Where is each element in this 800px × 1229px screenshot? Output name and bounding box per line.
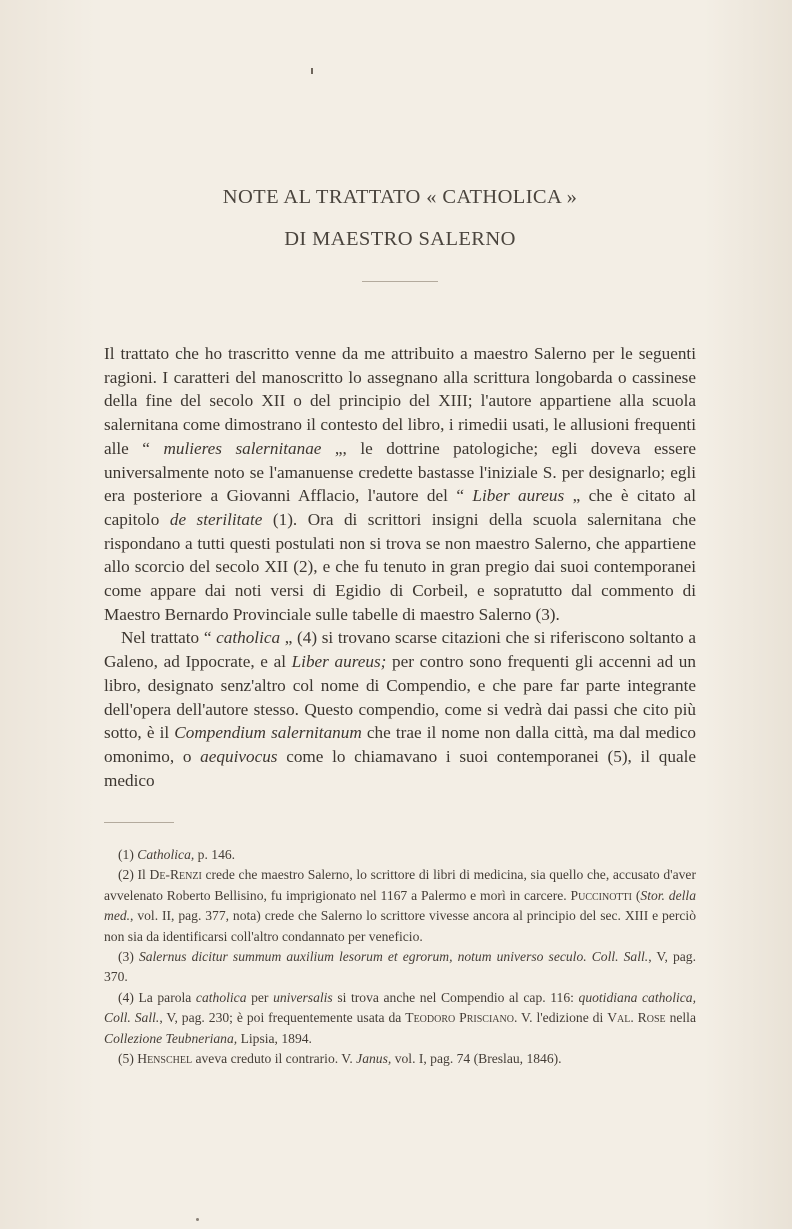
italic-run: Liber aureus; (291, 652, 387, 672)
italic-run: Stor. della med. (104, 887, 696, 924)
footnote-divider (104, 822, 174, 823)
text-run: Nel trattato “ (121, 628, 217, 648)
text-run: Il trattato che ho trascritto venne da me attribuito a maestro Salerno per le seguenti ragioni. I caratteri del manoscritto lo assegnano alla scrittura longobarda o cassinese della fine del secolo XII o del principio del XIII; l'autore appartiene alla scuola salernitana come dimostrano il contesto del libro, i rimedii usati, le allusioni frequenti alle “ (104, 344, 696, 458)
text-run: ( (631, 887, 641, 903)
text-run: (3) (118, 949, 139, 965)
italic-run: quotidiana catholica, Coll. Sall. (104, 989, 696, 1026)
text-run: , V, pag. 230; è poi frequentemente usata da (159, 1010, 406, 1026)
italic-run: Salernus dicitur summum auxilium lesorum et egrorum, notum universo seculo. Coll. Sall. (138, 949, 649, 965)
title-divider (362, 281, 438, 282)
text-run: per (246, 989, 274, 1005)
text-run: come lo chiamavano i suoi contemporanei (5), il quale medico (104, 746, 696, 790)
text-run: . V. l'edizione di (513, 1010, 608, 1026)
italic-run: mulieres salernitanae (163, 438, 322, 458)
text-run: (1) (118, 847, 138, 862)
footnotes (104, 845, 696, 1069)
author-name: Puccinotti (570, 887, 632, 903)
footnote-5 (104, 1049, 696, 1069)
italic-run: Collezione Teubneriana, (104, 1030, 238, 1046)
italic-run: catholica (195, 989, 247, 1005)
page-edge (792, 0, 800, 1229)
text-run: (1). Ora di scrittori insigni della scuola salernitana che rispondano a tutti questi postulati non si trova se non maestro Salerno, che appartiene allo scorcio del secolo XII (2), e che fu tenuto in gran pregio dai suoi contemporanei come appare dai noti versi di Egidio di Corbeil, e sopratutto dal commento di Maestro Bernardo Provinciale sulle tabelle di maestro Salerno (3). (104, 509, 696, 624)
author-name: Teodoro Prisciano (405, 1010, 514, 1026)
italic-run: Janus, (356, 1051, 392, 1067)
text-run: , vol. II, pag. 377, nota) crede che Salerno lo scrittore vivesse ancora al principio del sec. XIII e perciò non sia da identificarsi coll'altro condannato per veneficio. (104, 908, 696, 944)
author-name: De-Renzi (149, 867, 202, 883)
text-run: , V, pag. 370. (104, 949, 696, 985)
text-run: „, le dottrine patologiche; egli doveva essere universalmente noto se l'amanuense credette bastasse l'iniziale S. per designarlo; egli era posteriore a Giovanni Afflacio, l'autore del “ (104, 438, 697, 506)
text-run: Lipsia, 1894. (237, 1030, 312, 1046)
italic-run: Catholica, (137, 847, 195, 862)
text-run: (5) (118, 1051, 138, 1067)
page-title: NOTE AL TRATTATO « CATHOLICA » (222, 186, 578, 208)
text-run: aveva creduto il contrario. V. (192, 1051, 357, 1067)
text-run: nella (665, 1010, 696, 1026)
text-run: vol. I, pag. 74 (Breslau, 1846). (391, 1051, 562, 1067)
text-run: „ (4) si trovano scarse citazioni che si riferiscono soltanto a Galeno, ad Ippocrate, e al (104, 628, 696, 672)
text-run: (4) La parola (118, 989, 196, 1005)
text-run: „ che è citato al capitolo (104, 486, 696, 529)
main-text (104, 342, 696, 792)
italic-run: Compendium salernitanum (174, 723, 362, 743)
text-run: (2) Il (118, 867, 150, 883)
italic-run: catholica (216, 628, 281, 648)
italic-run: aequivocus (200, 746, 278, 766)
footnote-3 (104, 947, 696, 988)
italic-run: universalis (273, 989, 333, 1005)
footnote-2 (104, 865, 696, 947)
author-name: Val. Rose (607, 1010, 666, 1026)
text-run: p. 146. (194, 847, 236, 862)
author-name: Henschel (137, 1051, 193, 1067)
print-mark (311, 68, 313, 74)
text-run: si trova anche nel Compendio al cap. 116: (332, 989, 579, 1005)
paragraph-1 (104, 342, 696, 626)
footnote-4 (104, 988, 696, 1049)
text-run: crede che maestro Salerno, lo scrittore di libri di medicina, sia quello che, accusato d'aver avvelenato Roberto Bellisino, fu imprigionato nel 1167 a Palermo e morì in carcere. (104, 867, 696, 903)
page-subtitle: DI MAESTRO SALERNO (284, 228, 516, 250)
paragraph-2 (104, 626, 696, 792)
italic-run: de sterilitate (169, 509, 263, 529)
text-run: che trae il nome non dalla città, ma dal medico omonimo, o (104, 723, 696, 766)
text-run: per contro sono frequenti gli accenni ad un libro, designato senz'altro col nome di Compendio, e che pare far parte integrante dell'opera dell'autore stesso. Questo compendio, come si vedrà dai passi che cito più sotto, è il (104, 652, 696, 743)
print-speck (196, 1218, 199, 1221)
footnote-1 (104, 845, 696, 865)
italic-run: Liber aureus (472, 486, 565, 506)
